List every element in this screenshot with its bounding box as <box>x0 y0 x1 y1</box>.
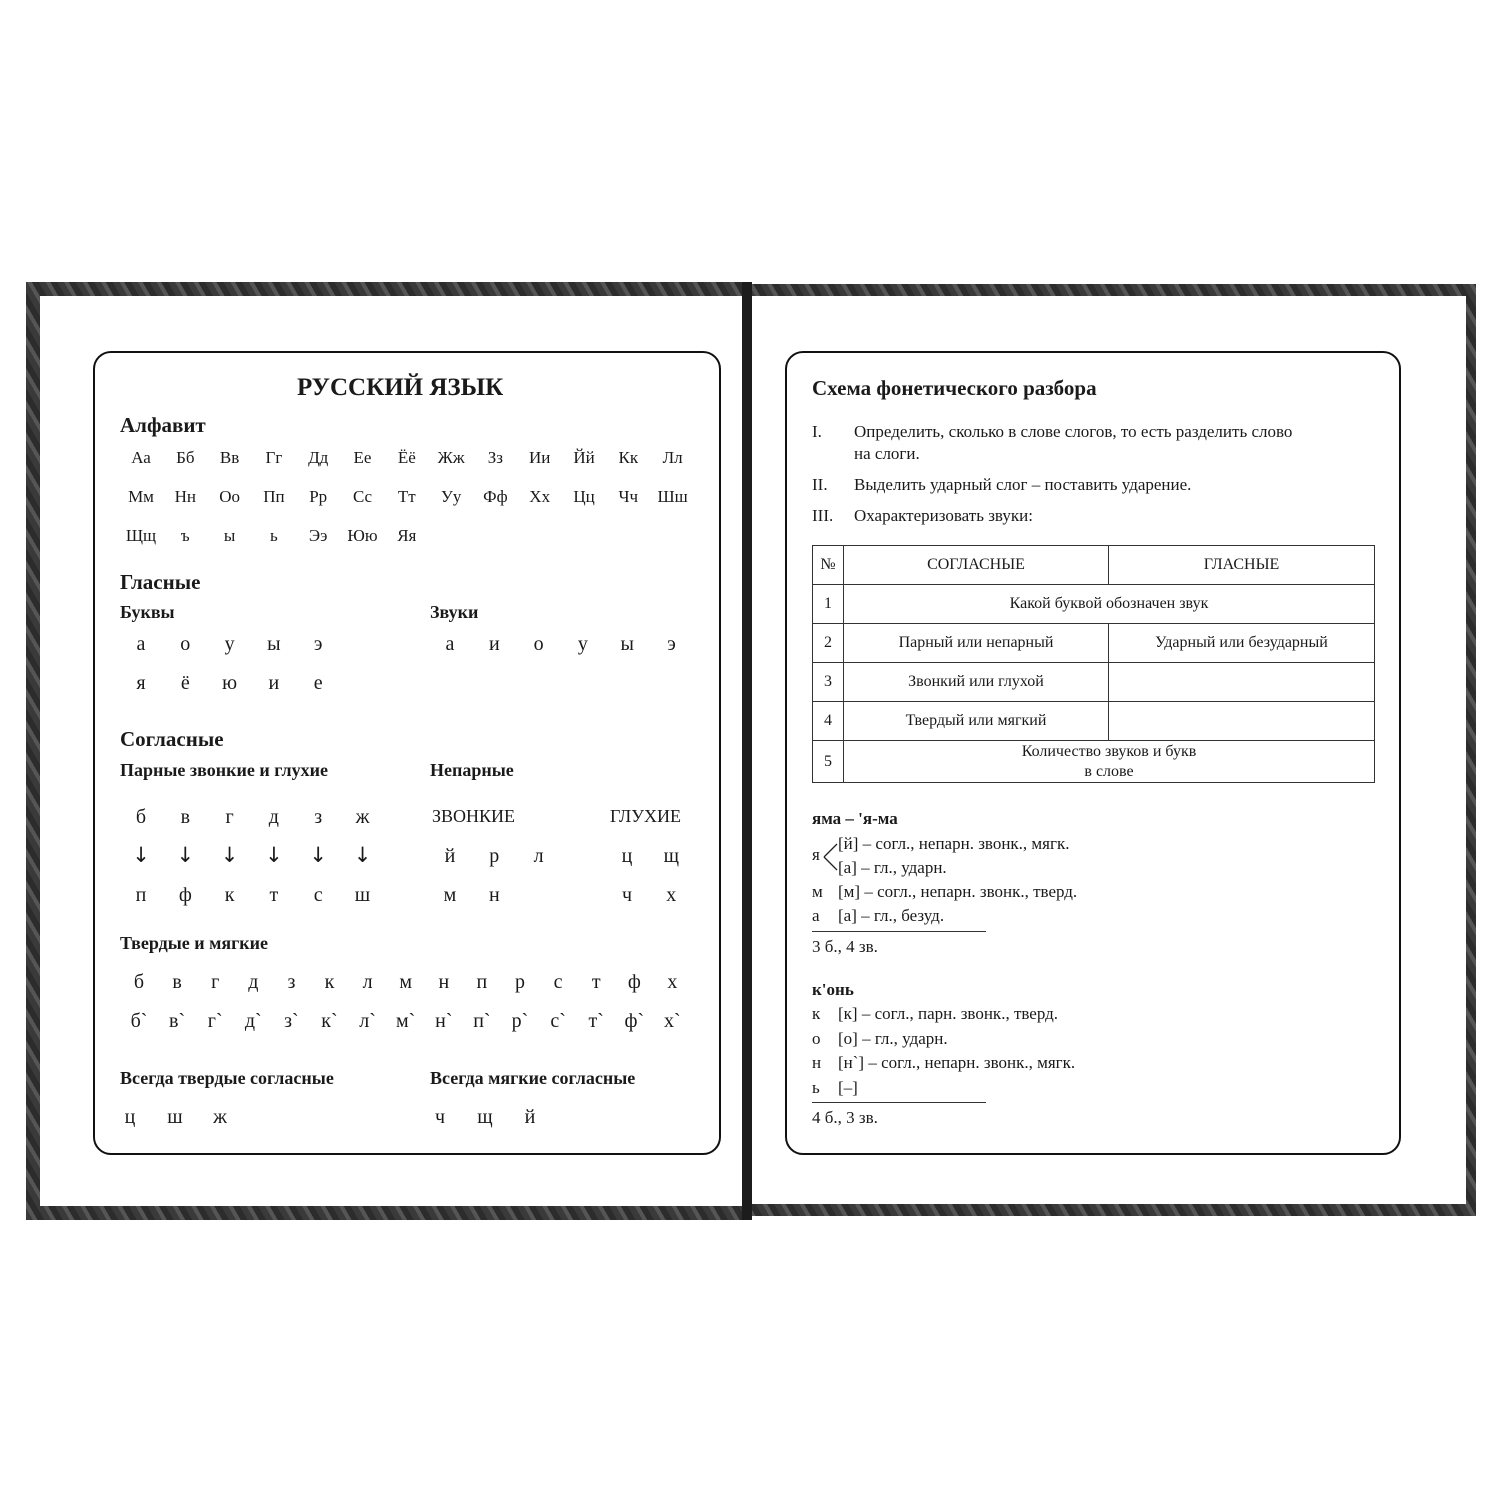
hard-letter: м <box>399 971 413 993</box>
hard-letter: р <box>515 971 525 993</box>
alphabet-letter: Цц <box>573 487 595 506</box>
always-soft-letter: й <box>524 1106 536 1128</box>
vowel-sound: ы <box>620 633 634 655</box>
unpaired-voiced-letter: р <box>489 845 500 867</box>
soft-letter: п` <box>473 1010 491 1032</box>
example1-divider <box>812 931 986 932</box>
vowel-letter: а <box>136 633 146 655</box>
alphabet-letter: Чч <box>618 487 639 506</box>
always-hard-heading: Всегда твердые согласные <box>120 1068 334 1088</box>
left-page-frame <box>93 351 721 1155</box>
example2-description: [о] – гл., ударн. <box>838 1028 948 1048</box>
row-5-line1: Количество звуков и букв <box>1021 742 1197 760</box>
example2-letter: к <box>812 1004 821 1023</box>
example2-letter: ь <box>812 1077 820 1097</box>
down-arrow-icon: ↓ <box>353 843 372 867</box>
alphabet-letter: Йй <box>573 448 595 467</box>
vowel-letter: у <box>224 633 235 655</box>
example1-title: яма – 'я-ма <box>812 809 898 828</box>
hard-letter: п <box>476 971 488 993</box>
alphabet-heading: Алфавит <box>120 413 206 437</box>
alphabet-letter: Хх <box>529 487 551 506</box>
alphabet-letter: Рр <box>309 487 328 506</box>
unpaired-voiced-letter: й <box>444 845 456 867</box>
always-soft-letter: щ <box>477 1106 493 1128</box>
paired-voiced-letter: в <box>180 806 191 828</box>
soft-letter: м` <box>396 1010 416 1032</box>
soft-letter: ф` <box>624 1010 645 1032</box>
header-consonants: СОГЛАСНЫЕ <box>844 546 1109 585</box>
vowel-letter: я <box>136 672 146 694</box>
vowel-letter: е <box>313 672 323 694</box>
spine <box>742 282 752 1220</box>
row-5-line2: в слове <box>1084 762 1134 780</box>
always-hard-letter: ц <box>124 1106 136 1128</box>
hard-letter: д <box>248 971 259 993</box>
alphabet-letter: Оо <box>219 487 240 506</box>
alphabet-letter: Нн <box>174 487 196 506</box>
hard-letter: к <box>324 971 335 993</box>
voiceless-label: ГЛУХИЕ <box>610 806 681 826</box>
paired-voiced-letter: б <box>135 806 147 828</box>
alphabet-letter: Бб <box>176 448 195 467</box>
down-arrow-icon: ↓ <box>265 843 283 867</box>
paired-voiced-letter: з <box>314 806 323 828</box>
example2-description: [к] – согл., парн. звонк., тверд. <box>838 1004 1059 1023</box>
paired-voiced-letter: ж <box>355 806 370 828</box>
header-num: № <box>813 546 844 585</box>
alphabet-letter: Лл <box>662 448 683 467</box>
paired-voiceless-letter: с <box>313 884 323 906</box>
hard-letter: л <box>362 971 373 993</box>
paired-voiceless-letter: т <box>269 884 279 906</box>
alphabet-letter: Щщ <box>125 526 157 545</box>
paired-voiced-letter: д <box>268 806 279 828</box>
alphabet-letter: Дд <box>308 448 329 467</box>
unpaired-voiced-letter: м <box>443 884 457 906</box>
hard-letter: н <box>438 971 450 993</box>
step-1-line2: на слоги. <box>854 444 920 463</box>
vowel-letter: ё <box>180 672 190 694</box>
step-1-line1: Определить, сколько в слове слогов, то есть разделить слово <box>854 422 1293 441</box>
always-hard-letter: ж <box>213 1106 227 1128</box>
example2-description: [н`] – согл., непарн. звонк., мягк. <box>838 1053 1076 1072</box>
row-3-vow <box>1109 663 1375 702</box>
hard-letter: з <box>287 971 296 993</box>
row-3-num: 3 <box>813 663 844 702</box>
alphabet-letter: Кк <box>618 448 639 467</box>
alphabet-letter: Шш <box>657 487 688 506</box>
hard-letter: т <box>591 971 601 993</box>
vowel-sounds-label: Звуки <box>430 602 479 622</box>
hard-soft-heading: Твердые и мягкие <box>120 933 269 953</box>
unpaired-voiceless-letter: х <box>666 884 677 906</box>
unpaired-voiced-letter: л <box>533 845 544 867</box>
alphabet-letter: Уу <box>440 487 462 506</box>
alphabet-letter: Тт <box>397 487 416 506</box>
phonetic-table <box>812 545 1375 783</box>
example1-ya: я <box>812 845 820 864</box>
paired-voiced-letter: г <box>225 806 234 828</box>
alphabet-letter: Ии <box>529 448 551 467</box>
example1-description: [а] – гл., безуд. <box>838 906 945 925</box>
header-vowels: ГЛАСНЫЕ <box>1109 546 1375 585</box>
down-arrow-icon: ↓ <box>132 843 150 867</box>
hard-letter: с <box>553 971 563 993</box>
soft-letter: з` <box>284 1010 299 1032</box>
example1-description: [м] – согл., непарн. звонк., тверд. <box>838 882 1078 901</box>
alphabet-letter: ъ <box>180 526 190 545</box>
hard-letter: б <box>133 971 145 993</box>
unpaired-voiced-letter: н <box>488 884 500 906</box>
row-4-cons: Твердый или мягкий <box>844 702 1109 741</box>
vowel-letter: и <box>268 672 280 694</box>
soft-letter: г` <box>207 1010 223 1032</box>
example1-total: 3 б., 4 зв. <box>812 937 878 956</box>
voiced-label: ЗВОНКИЕ <box>432 806 516 826</box>
hard-letter: в <box>172 971 182 993</box>
soft-letter: х` <box>664 1010 681 1032</box>
row-4-num: 4 <box>813 702 844 741</box>
row-2-cons: Парный или непарный <box>844 624 1109 663</box>
step-2-line1: Выделить ударный слог – поставить ударение. <box>854 475 1192 494</box>
hard-letter: х <box>667 971 678 993</box>
row-4-vow <box>1109 702 1375 741</box>
example2-total: 4 б., 3 зв. <box>812 1108 878 1127</box>
vowel-sound: а <box>445 633 455 655</box>
vowel-sound: э <box>667 633 676 655</box>
scheme-title: Схема фонетического разбора <box>812 376 1097 400</box>
hard-letter: г <box>211 971 220 993</box>
unpaired-label: Непарные <box>430 760 514 780</box>
always-soft-letter: ч <box>434 1106 446 1128</box>
alphabet-letter: Ээ <box>308 526 328 545</box>
alphabet-letter: Ее <box>353 448 372 467</box>
down-arrow-icon: ↓ <box>176 843 195 867</box>
paired-voiceless-letter: ф <box>178 884 192 906</box>
page-title: РУССКИЙ ЯЗЫК <box>297 374 504 401</box>
row-1-num: 1 <box>813 585 844 624</box>
soft-letter: в` <box>169 1010 186 1032</box>
example1-letter: а <box>812 906 820 925</box>
example2-letter: н <box>812 1053 822 1072</box>
alphabet-letter: Фф <box>483 487 508 506</box>
vowel-letters-label: Буквы <box>120 602 175 622</box>
example1-ya-line2: [а] – гл., ударн. <box>838 858 947 877</box>
alphabet-letter: Юю <box>347 526 378 545</box>
vowel-sound: у <box>577 633 588 655</box>
down-arrow-icon: ↓ <box>220 843 239 867</box>
vowel-sound: и <box>488 633 500 655</box>
vowel-sound: о <box>533 633 544 655</box>
vowel-letter: ы <box>267 633 281 655</box>
row-2-num: 2 <box>813 624 844 663</box>
unpaired-voiceless-letter: щ <box>663 845 679 867</box>
soft-letter: н` <box>435 1010 453 1032</box>
example1-ya-line1: [й] – согл., непарн. звонк., мягк. <box>838 834 1070 853</box>
paired-voiceless-letter: к <box>224 884 235 906</box>
alphabet-letter: ь <box>270 526 278 545</box>
alphabet-letter: Сс <box>352 487 373 506</box>
unpaired-voiceless-letter: ч <box>621 884 633 906</box>
step-1-num: I. <box>812 422 822 441</box>
vowel-letter: о <box>180 633 191 655</box>
alphabet-letter: Жж <box>437 448 465 467</box>
alphabet-letter: Аа <box>131 448 151 467</box>
vowel-letter: э <box>313 633 323 655</box>
paired-label: Парные звонкие и глухие <box>120 760 328 780</box>
hard-letter: ф <box>627 971 641 993</box>
paired-voiceless-letter: п <box>135 884 147 906</box>
down-arrow-icon: ↓ <box>309 843 327 867</box>
alphabet-letter: Яя <box>397 526 417 545</box>
example1-letter: м <box>812 882 823 901</box>
soft-letter: с` <box>550 1010 566 1032</box>
step-3-line1: Охарактеризовать звуки: <box>854 506 1033 525</box>
consonants-heading: Согласные <box>120 727 224 751</box>
always-soft-heading: Всегда мягкие согласные <box>430 1068 636 1088</box>
alphabet-letter: Гг <box>265 448 283 467</box>
vowel-letter: ю <box>222 672 238 694</box>
soft-letter: д` <box>244 1010 262 1032</box>
alphabet-letter: Вв <box>219 448 240 467</box>
soft-letter: л` <box>359 1010 376 1032</box>
always-hard-letter: ш <box>167 1106 183 1128</box>
alphabet-letter: Зз <box>487 448 503 467</box>
soft-letter: б` <box>130 1010 148 1032</box>
row-5-num: 5 <box>813 741 844 783</box>
soft-letter: к` <box>321 1010 338 1032</box>
row-2-vow: Ударный или безударный <box>1109 624 1375 663</box>
alphabet-letter: Мм <box>128 487 154 506</box>
alphabet-letter: Пп <box>263 487 285 506</box>
row-5-merged <box>844 741 1375 783</box>
vowels-heading: Гласные <box>120 570 201 594</box>
row-1-merged: Какой буквой обозначен звук <box>844 585 1375 624</box>
example2-title: к'онь <box>812 980 854 999</box>
alphabet-letter: Ёё <box>397 448 416 467</box>
example2-letter: о <box>812 1028 821 1048</box>
row-3-cons: Звонкий или глухой <box>844 663 1109 702</box>
paired-voiceless-letter: ш <box>354 884 371 906</box>
example2-description: [–] <box>838 1077 858 1097</box>
alphabet-letter: ы <box>223 526 236 545</box>
example2-divider <box>812 1102 986 1103</box>
step-3-num: III. <box>812 506 834 525</box>
soft-letter: р` <box>511 1010 529 1032</box>
unpaired-voiceless-letter: ц <box>621 845 633 867</box>
soft-letter: т` <box>588 1010 604 1032</box>
step-2-num: II. <box>812 475 828 494</box>
